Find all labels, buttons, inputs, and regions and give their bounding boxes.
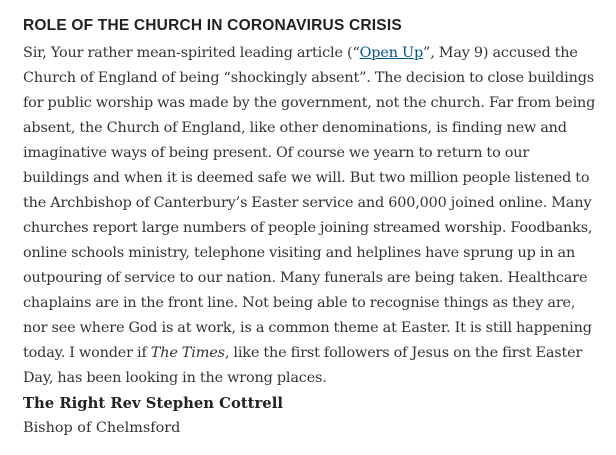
signatory-title: Bishop of Chelmsford [23, 420, 181, 436]
letter-closing: , like the first followers of Jesus on the first Easter Day, has been looking in the wrong places. [23, 345, 583, 386]
signatory-name: The Right Rev Stephen Cottrell [23, 395, 283, 412]
letter-body [23, 41, 598, 391]
letter-body-text: ”, May 9) accused the Church of England of being “shockingly absent”. The decision to close buildings for public worship was made by the government, not the church. Far from being absent, the Church of England, like other denominations, is finding new and imaginative ways of being present. Of course we yearn to return to our buildings and when it is deemed safe we will. But two million people listened to the Archbishop of Canterbury’s Easter service and 600,000 joined online. Many churches report large numbers of people joining streamed worship. Foodbanks, online schools ministry, telephone visiting and helplines have sprung up in an outpouring of service to our nation. Many funerals are being taken. Healthcare chaplains are in the front line. Not being able to recognise things as they are, nor see where God is at work, is a common theme at Easter. It is still happening today. I wonder if [23, 45, 596, 361]
letter-salutation: Sir, Your rather mean-spirited leading article (“ [23, 45, 360, 61]
letter [23, 15, 598, 441]
publication-name: The Times [150, 345, 225, 361]
letter-heading: ROLE OF THE CHURCH IN CORONAVIRUS CRISIS [23, 17, 402, 34]
open-up-article-link[interactable]: Open Up [359, 45, 424, 61]
